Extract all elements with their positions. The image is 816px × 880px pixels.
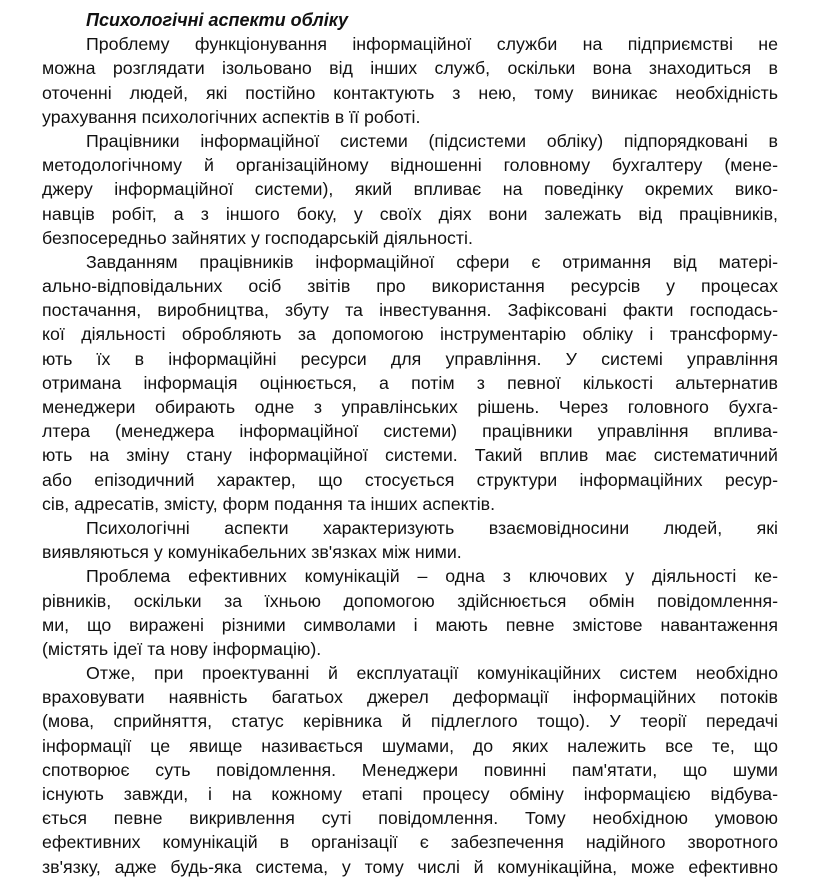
paragraph-2 xyxy=(42,129,778,250)
text-line: постачання, виробництва, збуту та інвестування. Зафіксовані факти господась- xyxy=(42,300,778,321)
text-line: ефективних комунікацій в організації є забезпечення надійного зворотного xyxy=(42,832,778,853)
text-line: оточенні людей, які постійно контактують з нею, тому виникає необхідність xyxy=(42,82,778,103)
text-line: джеру інформаційної системи), який впливає на поведінку окремих вико- xyxy=(42,179,778,200)
text-line: безпосередньо зайнятих у господарській діяльності. xyxy=(42,227,473,248)
text-line: кої діяльності обробляють за допомогою інструментарію обліку і трансформу- xyxy=(42,324,778,345)
text-line: ми, що виражені різними символами і мають певне змістове навантаження xyxy=(42,614,778,635)
text-line: (містять ідеї та нову інформацію). xyxy=(42,638,322,659)
section-title: Психологічні аспекти обліку xyxy=(86,10,349,30)
text-line: враховувати наявність багатьох джерел деформації інформаційних потоків xyxy=(42,687,778,708)
paragraph-4 xyxy=(42,516,778,564)
text-line: Психологічні аспекти характеризують взаємовідносини людей, які xyxy=(86,517,778,538)
text-line: Проблема ефективних комунікацій – одна з ключових у діяльності ке- xyxy=(86,566,778,587)
text-line: Працівники інформаційної системи (підсистеми обліку) підпорядковані в xyxy=(86,130,778,151)
paragraph-1 xyxy=(42,32,778,129)
text-line: або епізодичний характер, що стосується структури інформаційних ресур- xyxy=(42,469,778,490)
text-line: (мова, сприйняття, статус керівника й підлеглого тощо). У теорії передачі xyxy=(42,711,778,732)
document-page xyxy=(42,8,778,879)
text-line: Проблему функціонування інформаційної служби на підприємстві не xyxy=(86,34,778,55)
text-line: сів, адресатів, змісту, форм подання та інших аспектів. xyxy=(42,493,496,514)
text-line: методологічному й організаційному відношенні головному бухгалтеру (мене- xyxy=(42,155,778,176)
paragraph-5 xyxy=(42,564,778,661)
text-line: Отже, при проектуванні й експлуатації комунікаційних систем необхідно xyxy=(86,663,778,684)
text-line: урахування психологічних аспектів в її роботі. xyxy=(42,106,421,127)
document-body xyxy=(42,32,778,879)
text-line: інформації це явище називається шумами, до яких належить все те, що xyxy=(42,735,778,756)
text-line: ально-відповідальних осіб звітів про використання ресурсів у процесах xyxy=(42,276,778,297)
text-line: менеджери обирають одне з управлінських рішень. Через головного бухга- xyxy=(42,397,778,418)
text-line: лтера (менеджера інформаційної системи) працівники управління вплива- xyxy=(42,421,778,442)
text-line: рівників, оскільки за їхньою допомогою здійснюється обмін повідомлення- xyxy=(42,590,778,611)
text-line: отримана інформація оцінюється, а потім з певної кількості альтернатив xyxy=(42,372,778,393)
text-line: можна розглядати ізольовано від інших служб, оскільки вона знаходиться в xyxy=(42,58,778,79)
paragraph-3 xyxy=(42,250,778,516)
paragraph-6 xyxy=(42,661,778,879)
text-line: Завданням працівників інформаційної сфери є отримання від матері- xyxy=(86,251,778,272)
text-line: виявляються у комунікабельних зв'язках між ними. xyxy=(42,542,462,563)
text-line: ють їх в інформаційні ресурси для управління. У системі управління xyxy=(42,348,778,369)
text-line: ють на зміну стану інформаційної системи. Такий вплив має систематичний xyxy=(42,445,778,466)
text-line: існують завжди, і на кожному етапі процесу обміну інформацією відбува- xyxy=(42,784,778,805)
text-line: навців робіт, а з іншого боку, у своїх діях вони залежать від працівників, xyxy=(42,203,778,224)
text-line: зв'язку, адже будь-яка система, у тому числі й комунікаційна, може ефективно xyxy=(42,856,778,877)
text-line: спотворює суть повідомлення. Менеджери повинні пам'ятати, що шуми xyxy=(42,759,778,780)
text-line: ється певне викривлення суті повідомлення. Тому необхідною умовою xyxy=(42,808,778,829)
